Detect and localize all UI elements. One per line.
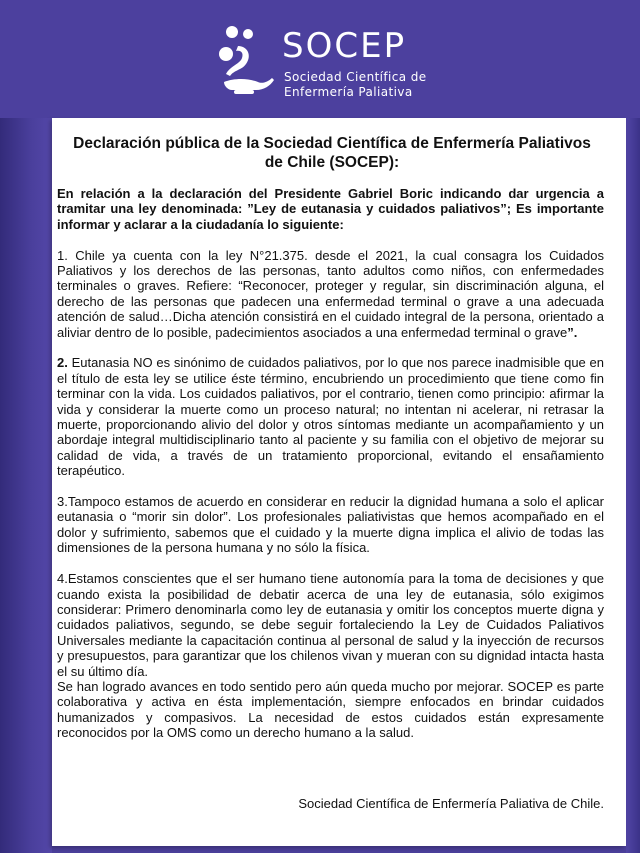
left-frame-band bbox=[0, 0, 52, 853]
paragraph-2-number: 2. bbox=[57, 355, 68, 371]
paragraph-3: 3.Tampoco estamos de acuerdo en considerar en reducir la dignidad humana a solo el aplicar eutanasia o “morir sin dolor”. Los profesionales paliativistas que hemos acompañado en el dolor y sufrimiento, sabemos que el cuidado y la muerte digna implica el alivio de todas las dimensiones de la persona humana y no sólo la física. bbox=[57, 494, 604, 556]
logo-subtitle-line-1: Sociedad Científica de bbox=[284, 70, 427, 84]
socep-logo bbox=[218, 24, 438, 104]
logo-subtitle bbox=[284, 70, 427, 100]
paragraph-5: Se han logrado avances en todo sentido pero aún queda mucho por mejorar. SOCEP es parte colaborativa y activa en ésta implementación, siempre enfocados en brindar cuidados humanizados y compasivos. La necesidad de estos cuidados están expresamente reconocidos por la OMS como un derecho humano a la salud. bbox=[57, 678, 604, 741]
logo-wordmark: SOCEP bbox=[282, 26, 407, 66]
intro-paragraph: En relación a la declaración del Presidente Gabriel Boric indicando dar urgencia a tramitar una ley denominada: ”Ley de eutanasia y cuidados paliativos”; Es importante informar y aclarar a la ciudadanía lo siguiente: bbox=[57, 186, 604, 232]
paragraph-1-closing-quote: ”. bbox=[567, 324, 578, 340]
right-frame-band bbox=[626, 0, 640, 853]
paragraph-2 bbox=[57, 355, 604, 478]
signature: Sociedad Científica de Enfermería Paliativa de Chile. bbox=[298, 796, 604, 811]
document-body bbox=[57, 186, 604, 756]
paragraph-4: 4.Estamos conscientes que el ser humano tiene autonomía para la toma de decisiones y que cuando exista la posibilidad de debatir acerca de una ley de eutanasia, sólo exigimos considerar: Primero denominarla como ley de eutanasia y omitir los conceptos muerte digna y cuidados paliativos, segundo, se debe seguir fortaleciendo la Ley de Cuidados Paliativos Universales mediante la capacitación continua al personal de salud y la inyección de recursos y presupuestos, para garantizar que los chilenos vivan y mueran con su dignidad intacta hasta el su último día. bbox=[57, 571, 604, 679]
paragraph-1-text: 1. Chile ya cuenta con la ley N°21.375. desde el 2021, la cual consagra los Cuidados Paliativos y los derechos de las personas, tanto adultos como niños, con enfermedades terminales o graves. Refiere: “Reconocer, proteger y regular, sin discriminación alguna, el derecho de las personas que padecen una enfermedad terminal o grave a una adecuada atención de salud…Dicha atención consistirá en el cuidado integral de la persona, orientado a aliviar dentro de lo posible, padecimientos asociados a una enfermedad terminal o grave bbox=[57, 247, 604, 340]
paragraph-2-text: Eutanasia NO es sinónimo de cuidados paliativos, por lo que nos parece inadmisible que en el título de esta ley se utilice éste término, encubriendo un procedimiento que tiene como fin terminar con la vida. Los cuidados paliativos, por el contrario, tienen como principio: afirmar la vida y considerar la muerte como un proceso natural; no intentan ni acelerar, ni retrasar la muerte, proporcionando alivio del dolor y otros síntomas mediante un acompañamiento y un abordaje integral multidisciplinario tanto al paciente y su familia con el objetivo de mejorar su calidad de vida, a través de un tratamiento proporcional, evitando el ensañamiento terapéutico. bbox=[57, 355, 604, 479]
logo-subtitle-line-2: Enfermería Paliativa bbox=[284, 85, 413, 99]
nurse-lamp-icon bbox=[218, 24, 278, 104]
document-title: Declaración pública de la Sociedad Científica de Enfermería Paliativos de Chile (SOCEP): bbox=[73, 135, 591, 171]
header-banner bbox=[0, 0, 640, 118]
paragraph-1 bbox=[57, 248, 604, 340]
